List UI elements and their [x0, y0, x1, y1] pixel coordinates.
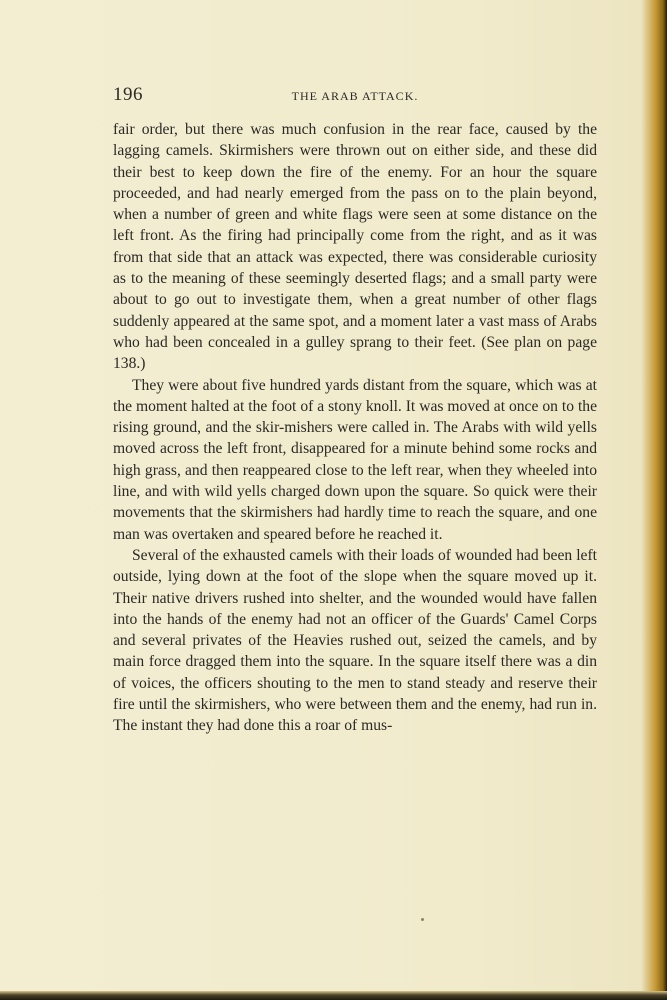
- page-header: [113, 84, 597, 108]
- page-number: 196: [113, 84, 143, 105]
- page-right-edge-shadow: [641, 0, 667, 1000]
- page-bottom-edge-shadow: [0, 991, 667, 1000]
- print-speck: [421, 918, 424, 921]
- body-text: [113, 119, 597, 737]
- paragraph-1: fair order, but there was much confusion in the rear face, caused by the lagging camels. Skirmishers were thrown out on either side, and these did their best to keep down the fire of the enemy. For an hour the square proceeded, and had nearly emerged from the pass on to the plain beyond, when a number of green and white flags were seen at some distance on the left front. As the firing had principally come from the right, and as it was from that side that an attack was expected, there was considerable curiosity as to the meaning of these seemingly deserted flags; and a small party were about to go out to investigate them, when a great number of other flags suddenly appeared at the same spot, and a moment later a vast mass of Arabs who had been concealed in a gulley sprang to their feet. (See plan on page 138.): [113, 121, 597, 373]
- paragraph-3: Several of the exhausted camels with their loads of wounded had been left outside, lying down at the foot of the slope when the square moved up it. Their native drivers rushed into shelter, and the wounded would have fallen into the hands of the enemy had not an officer of the Guards' Camel Corps and several privates of the Heavies rushed out, seized the camels, and by main force dragged them into the square. In the square itself there was a din of voices, the officers shouting to the men to stand steady and reserve their fire until the skirmishers, who were between them and the enemy, had run in. The instant they had done this a roar of mus-: [113, 546, 597, 735]
- running-title: THE ARAB ATTACK.: [291, 89, 419, 103]
- paragraph-2: They were about five hundred yards distant from the square, which was at the moment halted at the foot of a stony knoll. It was moved at once on to the rising ground, and the skir-mishers were called in. The Arabs with wild yells moved across the left front, disappeared for a minute behind some rocks and high grass, and then reappeared close to the left rear, when they wheeled into line, and with wild yells charged down upon the square. So quick were their movements that the skirmishers had hardly time to reach the square, and one man was overtaken and speared before he reached it.: [113, 376, 597, 543]
